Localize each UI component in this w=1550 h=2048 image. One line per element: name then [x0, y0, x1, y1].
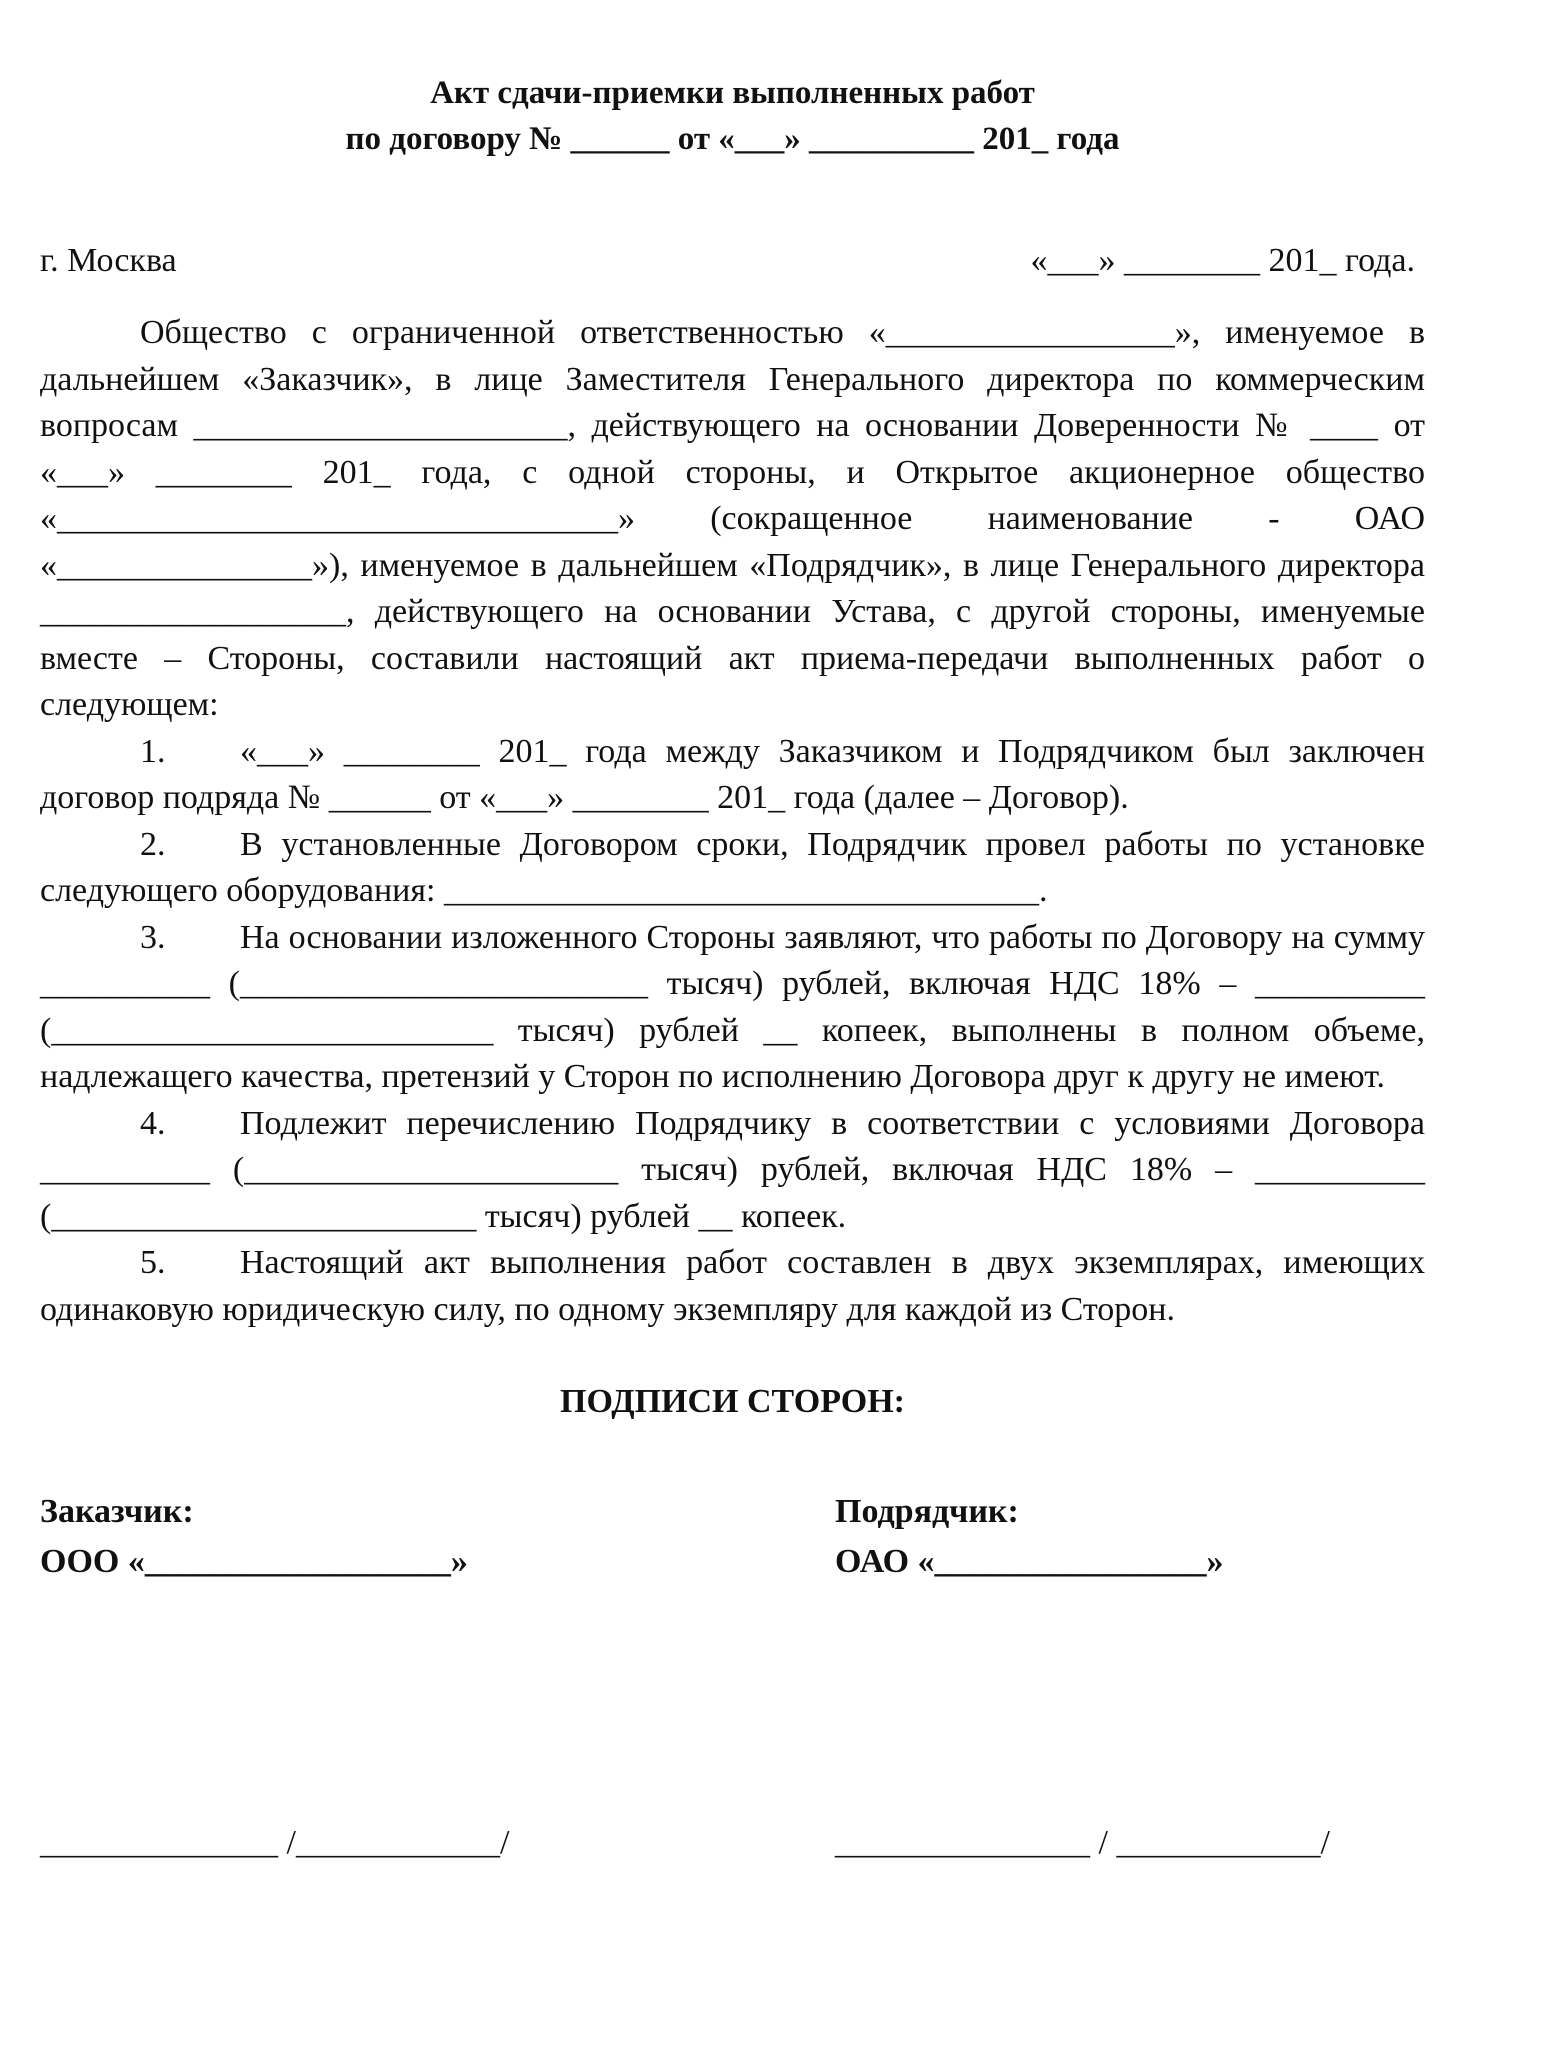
- document-page: [40, 70, 1425, 1587]
- list-item: [40, 915, 1425, 1101]
- customer-signature-line: ______________ /____________/: [40, 1824, 510, 1861]
- item-text: «___» ________ 201_ года между Заказчиком и Подрядчиком был заключен договор подряда № ______ от «___» ________ 201_ года (далее – Договор).: [40, 732, 1425, 816]
- list-item: [40, 1240, 1425, 1333]
- signatures-heading: ПОДПИСИ СТОРОН:: [560, 1383, 905, 1420]
- signature-parties: [40, 1487, 1425, 1587]
- city: г. Москва: [40, 242, 177, 279]
- intro-paragraph: Общество с ограниченной ответственностью «_________________», именуемое в дальнейшем «Заказчик», в лице Заместителя Генерального директора по коммерческим вопросам ______________________, действующего на основании Доверенности № ____ от «___» ________ 201_ года, с одной стороны, и Открытое акционерное общество «_________________________________» (сокращенное наименование - ОАО «_______________»), именуемое в дальнейшем «Подрядчик», в лице Генерального директора __________________, действующего на основании Устава, с другой стороны, именуемые вместе – Стороны, составили настоящий акт приема-передачи выполненных работ о следующем:: [40, 314, 1425, 723]
- contractor-org: ОАО «________________»: [835, 1543, 1224, 1580]
- item-number: 4.: [140, 1104, 166, 1142]
- list-item: [40, 729, 1425, 822]
- city-date-row: [40, 238, 1425, 284]
- item-text: В установленные Договором сроки, Подрядчик провел работы по установке следующего оборудования: ___________________________________.: [40, 825, 1425, 909]
- signature-lines: [40, 1820, 1425, 1866]
- item-number: 1.: [140, 732, 166, 770]
- document-title: [40, 70, 1425, 162]
- item-number: 5.: [140, 1244, 166, 1281]
- customer-block: [40, 1487, 835, 1587]
- contractor-signature-line: _______________ / ____________/: [835, 1824, 1330, 1861]
- document-date: «___» ________ 201_ года.: [1030, 242, 1415, 279]
- item-number: 2.: [140, 825, 166, 863]
- title-line-2: по договору № ______ от «___» __________ 201_ года: [345, 121, 1120, 157]
- item-text: Подлежит перечислению Подрядчику в соответствии с условиями Договора __________ (______________________ тысяч) рублей, включая НДС 18% – __________ (_________________________ тысяч) рублей __ копеек.: [40, 1104, 1425, 1235]
- contractor-label: Подрядчик:: [835, 1493, 1019, 1530]
- list-item: [40, 1101, 1425, 1241]
- title-line-1: Акт сдачи-приемки выполненных работ: [430, 75, 1035, 111]
- contractor-block: [835, 1487, 1425, 1587]
- item-text: Настоящий акт выполнения работ составлен в двух экземплярах, имеющих одинаковую юридическую силу, по одному экземпляру для каждой из Сторон.: [40, 1244, 1425, 1328]
- item-text: На основании изложенного Стороны заявляют, что работы по Договору на сумму __________ (________________________ тысяч) рублей, включая НДС 18% – __________ (__________________________ тысяч) рублей __ копеек, выполнены в полном объеме, надлежащего качества, претензий у Сторон по исполнению Договора друг к другу не имеют.: [40, 918, 1425, 1095]
- document-body: [40, 310, 1425, 1333]
- item-number: 3.: [140, 918, 166, 956]
- customer-org: ООО «__________________»: [40, 1543, 468, 1580]
- customer-label: Заказчик:: [40, 1493, 194, 1530]
- list-item: [40, 822, 1425, 915]
